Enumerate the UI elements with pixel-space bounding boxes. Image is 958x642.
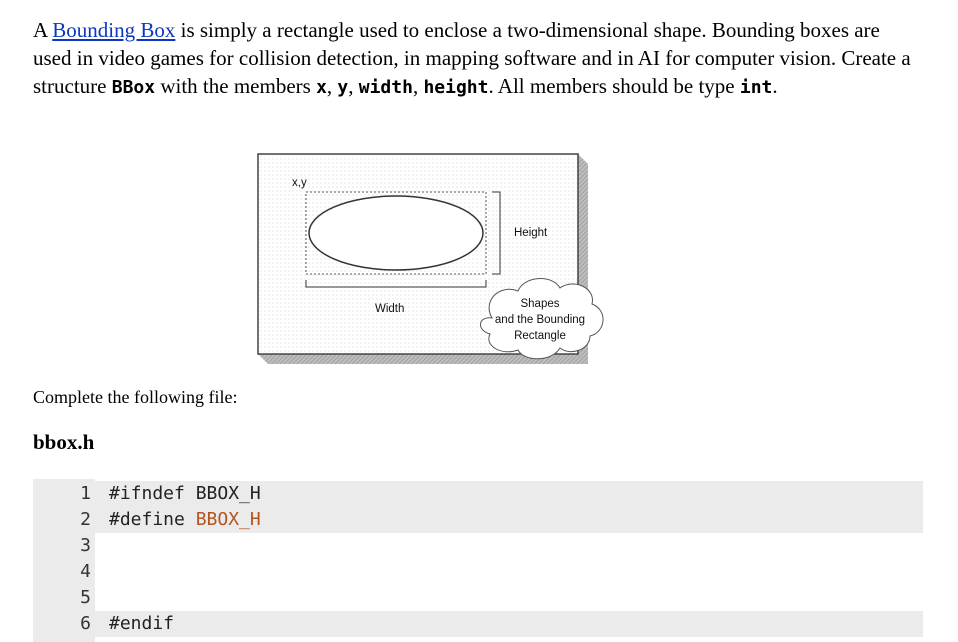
instruction-text: Complete the following file:	[33, 387, 238, 407]
code-line[interactable]	[33, 533, 923, 559]
separator: ,	[326, 74, 338, 98]
width-label: Width	[375, 303, 405, 315]
code-member-y: y	[337, 77, 349, 98]
code-text	[109, 507, 261, 533]
cloud-line-2: and the Bounding	[494, 314, 586, 326]
intro-text-4: . All members should be type	[488, 74, 740, 98]
line-number: 1	[80, 483, 91, 504]
line-number: 5	[80, 587, 91, 608]
code-text	[109, 611, 174, 637]
intro-text-3: with the members	[155, 74, 317, 98]
line-number: 2	[80, 509, 91, 530]
file-name-heading: bbox.h	[33, 430, 95, 454]
code-member-x: x	[316, 77, 327, 98]
preprocessor-directive: #ifndef BBOX_H	[109, 483, 261, 504]
separator: ,	[348, 74, 359, 98]
code-line[interactable]	[33, 611, 923, 637]
intro-text-2: is simply a rectangle used to enclose a two-dimensional shape. Bounding boxes are used in video games for collision detection, in mapping software and in AI for computer vision. Create a structure	[33, 18, 911, 98]
bounding-box-link[interactable]: Bounding Box	[52, 18, 176, 42]
code-line[interactable]	[33, 559, 923, 585]
code-line[interactable]	[33, 585, 923, 611]
code-member-width: width	[358, 77, 413, 98]
line-number: 6	[80, 613, 91, 634]
bounding-box-diagram	[256, 150, 616, 370]
line-number: 3	[80, 535, 91, 556]
intro-text-1: A	[33, 18, 53, 42]
code-member-height: height	[423, 77, 489, 98]
ellipse-shape	[309, 196, 483, 270]
code-text	[109, 481, 261, 507]
code-editor[interactable]	[33, 479, 923, 642]
corner-label: x,y	[292, 177, 307, 189]
cloud-line-3: Rectangle	[514, 330, 566, 342]
intro-paragraph	[33, 16, 913, 102]
preprocessor-directive: #endif	[109, 613, 175, 634]
bounding-box-figure	[256, 150, 616, 370]
code-type-int: int	[739, 77, 773, 98]
code-line[interactable]	[33, 481, 923, 507]
macro-name: BBOX_H	[195, 509, 261, 530]
line-number: 4	[80, 561, 91, 582]
separator: ,	[412, 74, 424, 98]
code-line[interactable]	[33, 507, 923, 533]
code-struct-name: BBox	[111, 77, 156, 98]
cloud-line-1: Shapes	[520, 298, 560, 310]
height-label: Height	[514, 227, 548, 239]
intro-text-5: .	[772, 74, 778, 98]
preprocessor-directive: #define	[109, 509, 196, 530]
